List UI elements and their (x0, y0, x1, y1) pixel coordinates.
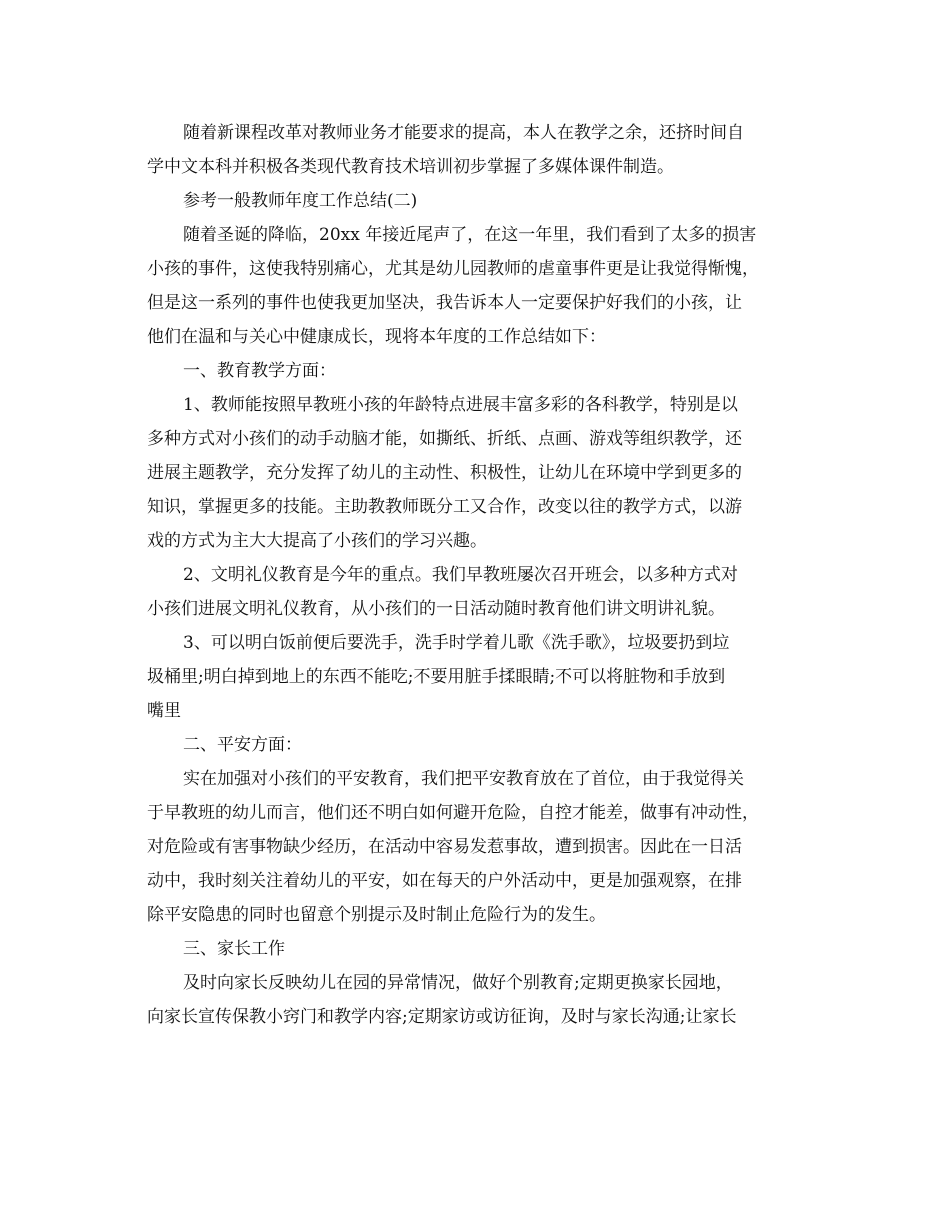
paragraph-line: 2、文明礼仪教育是今年的重点。我们早教班屡次召开班会，以多种方式对 (183, 565, 738, 585)
heading-parents: 三、家长工作 (183, 939, 285, 959)
paragraph-line: 知识，掌握更多的技能。主助教教师既分工又合作，改变以往的教学方式，以游 (147, 497, 742, 517)
section-title: 参考一般教师年度工作总结(二) (183, 191, 418, 211)
paragraph-line: 于早教班的幼儿而言，他们还不明白如何避开危险，自控才能差，做事有冲动性， (147, 803, 759, 823)
paragraph-line: 随着圣诞的降临，20xx 年接近尾声了，在这一年里，我们看到了太多的损害 (183, 225, 757, 245)
heading-education: 一、教育教学方面： (183, 361, 336, 381)
paragraph-line: 但是这一系列的事件也使我更加坚决，我告诉本人一定要保护好我们的小孩，让 (147, 293, 742, 313)
paragraph-line: 小孩们进展文明礼仪教育，从小孩们的一日活动随时教育他们讲文明讲礼貌。 (147, 599, 725, 619)
paragraph-line: 嘴里 (147, 701, 181, 721)
paragraph-line: 3、可以明白饭前便后要洗手，洗手时学着儿歌《洗手歌》，垃圾要扔到垃 (183, 633, 730, 653)
paragraph-line: 小孩的事件，这使我特别痛心，尤其是幼儿园教师的虐童事件更是让我觉得惭愧， (147, 259, 759, 279)
paragraph-line: 除平安隐患的同时也留意个别提示及时制止危险行为的发生。 (147, 905, 606, 925)
paragraph-line: 随着新课程改革对教师业务才能要求的提高，本人在教学之余，还挤时间自 (183, 123, 744, 143)
paragraph-line: 进展主题教学，充分发挥了幼儿的主动性、积极性，让幼儿在环境中学到更多的 (147, 463, 742, 483)
paragraph-line: 圾桶里;明白掉到地上的东西不能吃;不要用脏手揉眼睛;不可以将脏物和手放到 (147, 667, 726, 687)
paragraph-line: 及时向家长反映幼儿在园的异常情况，做好个别教育;定期更换家长园地， (183, 973, 733, 993)
paragraph-line: 学中文本科并积极各类现代教育技术培训初步掌握了多媒体课件制造。 (147, 157, 674, 177)
paragraph-line: 多种方式对小孩们的动手动脑才能，如撕纸、折纸、点画、游戏等组织教学，还 (147, 429, 742, 449)
paragraph-line: 戏的方式为主大大提高了小孩们的学习兴趣。 (147, 531, 487, 551)
paragraph-line: 动中，我时刻关注着幼儿的平安，如在每天的户外活动中，更是加强观察，在排 (147, 871, 742, 891)
paragraph-line: 对危险或有害事物缺少经历，在活动中容易发惹事故，遭到损害。因此在一日活 (147, 837, 742, 857)
heading-safety: 二、平安方面： (183, 735, 302, 755)
paragraph-line: 向家长宣传保教小窍门和教学内容;定期家访或访征询，及时与家长沟通;让家长 (147, 1007, 737, 1027)
paragraph-line: 1、教师能按照早教班小孩的年龄特点进展丰富多彩的各科教学，特别是以 (183, 395, 738, 415)
paragraph-line: 实在加强对小孩们的平安教育，我们把平安教育放在了首位，由于我觉得关 (183, 769, 744, 789)
paragraph-line: 他们在温和与关心中健康成长，现将本年度的工作总结如下： (147, 327, 606, 347)
